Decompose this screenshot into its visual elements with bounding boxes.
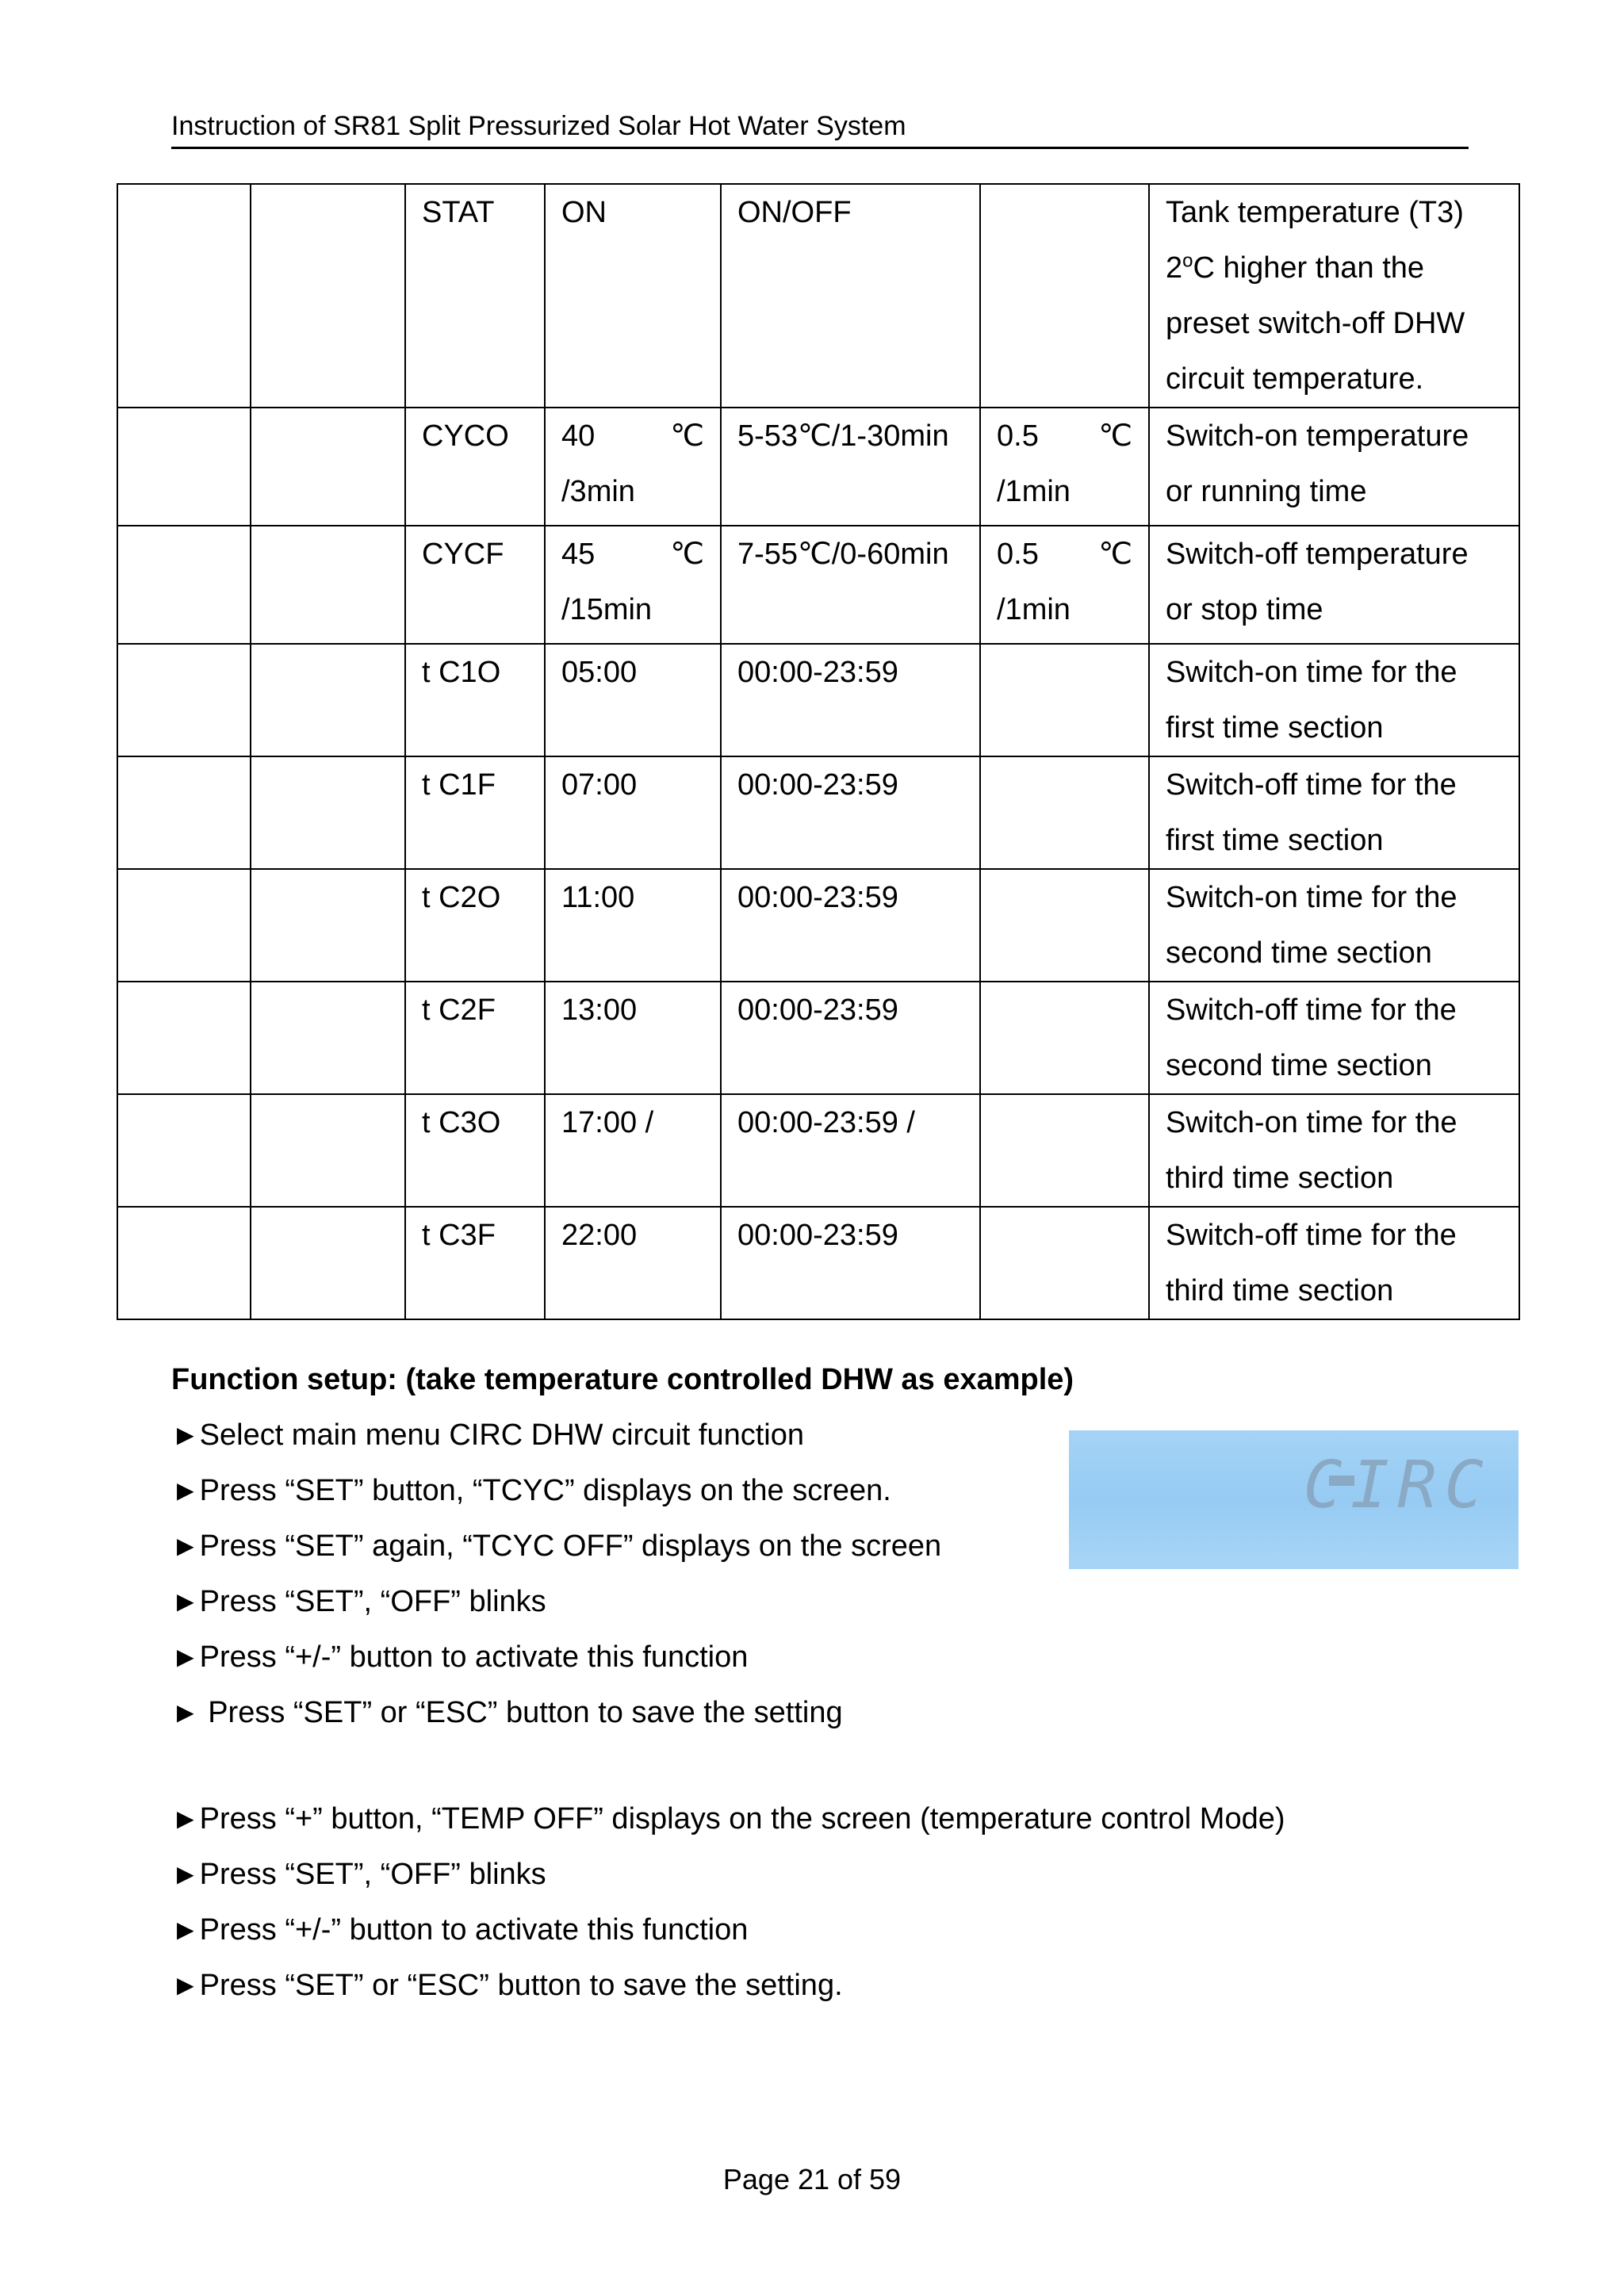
param-default: 13:00	[545, 982, 721, 1094]
table-row	[117, 526, 1519, 644]
param-range: 5-53℃/1-30min	[721, 408, 980, 526]
table-row	[117, 1094, 1519, 1207]
page-number: Page 21 of 59	[722, 2163, 902, 2195]
param-default: 45 ℃ /15min	[545, 526, 721, 644]
param-description: Switch-on time for the third time section	[1149, 1094, 1519, 1207]
list-item: ►Press “SET” button, “TCYC” displays on the screen.	[171, 1474, 891, 1507]
list-item: ►Press “SET” again, “TCYC OFF” displays on the screen	[171, 1529, 942, 1563]
param-description: Tank temperature (T3) 2$^o$C higher than the preset switch-off DHW circuit temperature.	[1149, 184, 1519, 408]
list-item: ►Press “SET” or “ESC” button to save the setting.	[171, 1969, 843, 2002]
param-description: Switch-on time for the second time section	[1149, 869, 1519, 982]
param-default: ON	[545, 184, 721, 408]
param-code: CYCO	[405, 408, 545, 526]
param-step: 0.5 ℃ /1min	[980, 526, 1149, 644]
param-code: t C3F	[405, 1207, 545, 1319]
function-setup-section-2	[171, 1791, 1519, 2013]
param-description: Switch-off time for the first time section	[1149, 756, 1519, 869]
table-row	[117, 1207, 1519, 1319]
param-range: 00:00-23:59	[721, 756, 980, 869]
param-default: 40 ℃ /3min	[545, 408, 721, 526]
param-code: t C1F	[405, 756, 545, 869]
param-range: 00:00-23:59	[721, 869, 980, 982]
param-step: 0.5 ℃ /1min	[980, 408, 1149, 526]
param-default: 11:00	[545, 869, 721, 982]
list-item: ►Press “+/-” button to activate this function	[171, 1640, 749, 1674]
param-description: Switch-on time for the first time section	[1149, 644, 1519, 756]
param-range: 00:00-23:59 /	[721, 1094, 980, 1207]
param-code: STAT	[405, 184, 545, 408]
param-range: 00:00-23:59	[721, 982, 980, 1094]
param-default: 07:00	[545, 756, 721, 869]
list-item: ► Press “SET” or “ESC” button to save the setting	[171, 1696, 843, 1729]
table-row	[117, 644, 1519, 756]
table-row	[117, 408, 1519, 526]
param-description: Switch-off time for the second time section	[1149, 982, 1519, 1094]
list-item: ►Select main menu CIRC DHW circuit function	[171, 1418, 804, 1452]
document-header: Instruction of SR81 Split Pressurized Solar Hot Water System	[171, 111, 1469, 149]
param-code: t C3O	[405, 1094, 545, 1207]
param-code: t C2F	[405, 982, 545, 1094]
table-row	[117, 982, 1519, 1094]
param-default: 05:00	[545, 644, 721, 756]
param-default: 17:00 /	[545, 1094, 721, 1207]
param-range: 7-55℃/0-60min	[721, 526, 980, 644]
param-description: Switch-on temperature or running time	[1149, 408, 1519, 526]
table-row	[117, 756, 1519, 869]
table-row	[117, 869, 1519, 982]
param-default: 22:00	[545, 1207, 721, 1319]
param-code: CYCF	[405, 526, 545, 644]
table-row	[117, 184, 1519, 408]
lcd-display-image	[1069, 1430, 1519, 1569]
param-range: 00:00-23:59	[721, 1207, 980, 1319]
lcd-text: CIRC	[1303, 1448, 1492, 1523]
list-item: ►Press “SET”, “OFF” blinks	[171, 1585, 546, 1618]
param-code: t C2O	[405, 869, 545, 982]
section-title: Function setup: (take temperature controlled DHW as example)	[171, 1363, 1074, 1396]
list-item: ►Press “+/-” button to activate this function	[171, 1913, 749, 1947]
param-description: Switch-off temperature or stop time	[1149, 526, 1519, 644]
list-item: ►Press “+” button, “TEMP OFF” displays on the screen (temperature control Mode)	[171, 1802, 1285, 1836]
param-description: Switch-off time for the third time section	[1149, 1207, 1519, 1319]
param-code: t C1O	[405, 644, 545, 756]
param-range: ON/OFF	[721, 184, 980, 408]
list-item: ►Press “SET”, “OFF” blinks	[171, 1858, 546, 1891]
param-range: 00:00-23:59	[721, 644, 980, 756]
parameter-table	[117, 183, 1520, 1320]
